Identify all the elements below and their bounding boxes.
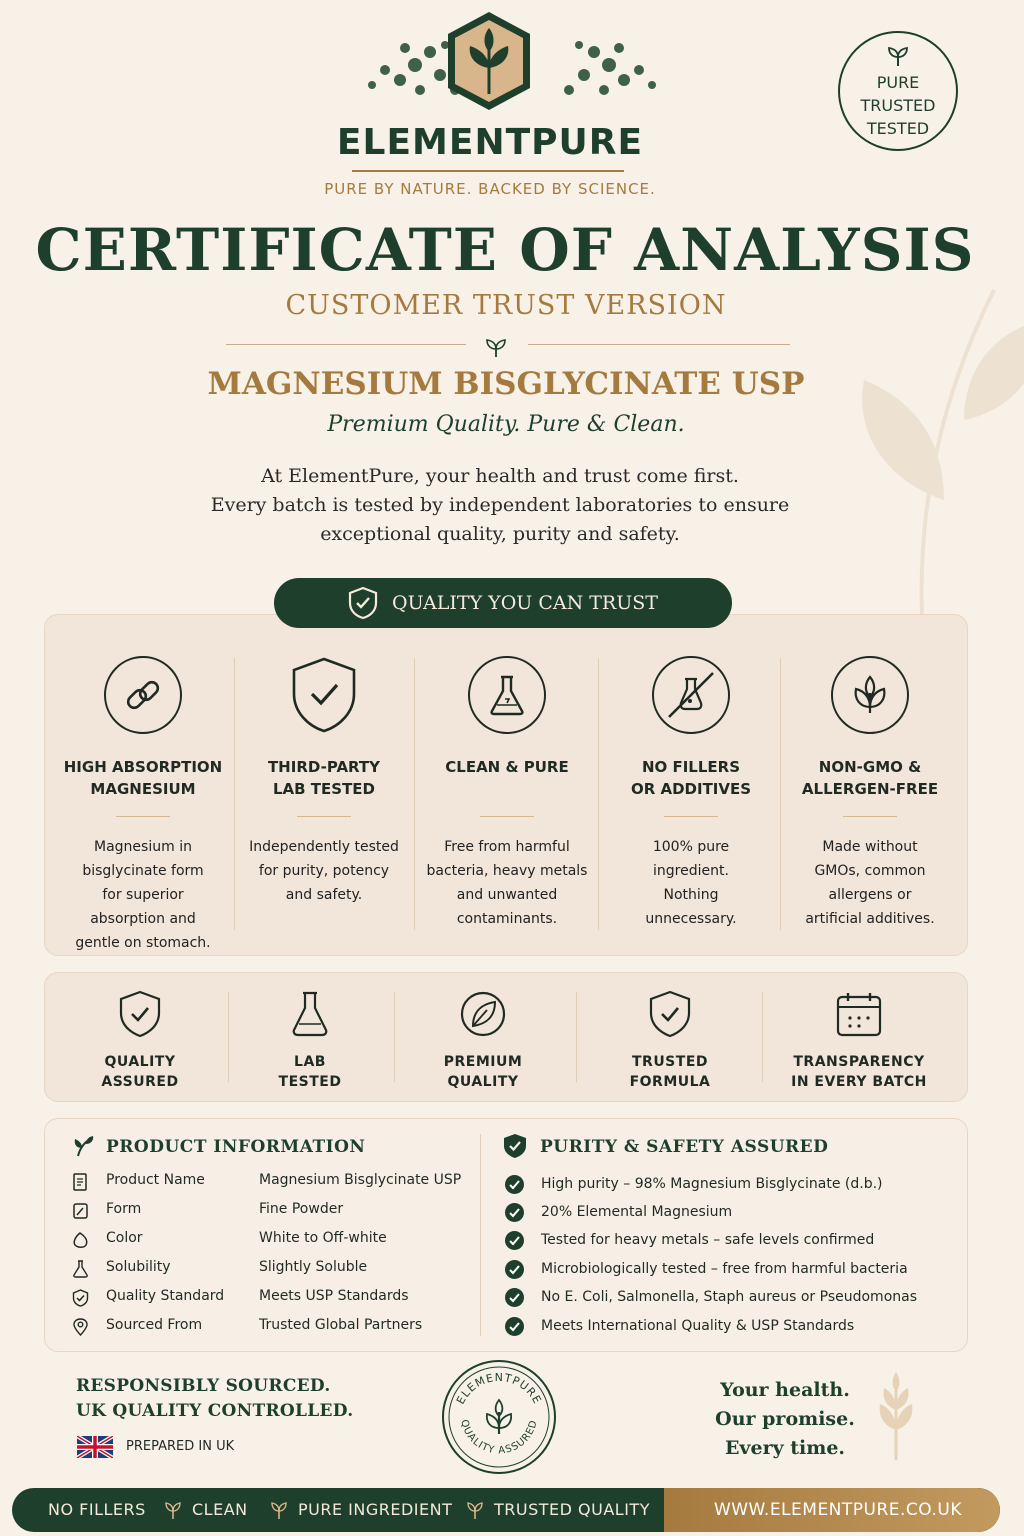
check-circle-icon <box>505 1260 524 1279</box>
info-label: Product Name <box>106 1172 205 1188</box>
svg-text:ELEMENTPURE: ELEMENTPURE <box>453 1370 545 1407</box>
info-row-sourced-from <box>72 1317 472 1341</box>
intro-line-2: Every batch is tested by independent laboratories to ensure <box>210 494 790 516</box>
shield-check-icon <box>648 990 692 1038</box>
wheat-decoration-icon <box>860 1370 932 1462</box>
product-name-heading: MAGNESIUM BISGLYCINATE USP <box>207 366 805 402</box>
responsible-line: UK QUALITY CONTROLLED. <box>76 1401 354 1421</box>
check-circle-icon <box>505 1317 524 1336</box>
no-additives-icon <box>661 665 721 725</box>
intro-line-3: exceptional quality, purity and safety. <box>320 523 680 545</box>
badge-label: TRANSPARENCY <box>793 1054 925 1070</box>
prepared-in-uk: PREPARED IN UK <box>126 1439 235 1454</box>
page-subtitle: CUSTOMER TRUST VERSION <box>285 290 727 321</box>
promise-line: Your health. <box>720 1379 850 1401</box>
sprout-icon <box>164 1500 182 1520</box>
feature-separator <box>414 658 415 930</box>
location-pin-icon <box>72 1318 89 1336</box>
sprout-icon <box>72 1134 96 1158</box>
leaf-circle-icon <box>459 990 507 1038</box>
bottom-item: CLEAN <box>192 1500 248 1519</box>
info-label: Sourced From <box>106 1317 203 1333</box>
feature-clean-pure <box>417 656 597 931</box>
info-row-quality-standard <box>72 1288 472 1312</box>
purity-item-text: High purity – 98% Magnesium Bisglycinate (d.b.) <box>541 1176 883 1192</box>
badge-label: TRUSTED <box>631 1054 708 1070</box>
promise-line: Our promise. <box>715 1408 855 1430</box>
flask-icon <box>290 990 330 1038</box>
feature-title: ALLERGEN-FREE <box>801 780 939 798</box>
feature-title: NO FILLERS <box>641 758 741 776</box>
badge-label: LAB <box>294 1054 326 1070</box>
check-circle-icon <box>505 1231 524 1250</box>
bottom-item: NO FILLERS <box>48 1500 146 1519</box>
info-value: White to Off-white <box>259 1230 387 1246</box>
check-circle-icon <box>505 1175 524 1194</box>
divider-left <box>226 344 466 345</box>
feature-high-absorption <box>53 656 233 955</box>
info-label: Solubility <box>106 1259 171 1275</box>
responsible-line: RESPONSIBLY SOURCED. <box>76 1376 331 1396</box>
feature-title: THIRD-PARTY <box>267 758 381 776</box>
badge-label: QUALITY <box>447 1074 519 1090</box>
sprout-icon <box>270 1500 288 1520</box>
feature-title: CLEAN & PURE <box>445 758 569 776</box>
feature-title: OR ADDITIVES <box>630 780 752 798</box>
badge-transparency <box>769 990 949 1092</box>
leaf-icon <box>848 673 892 717</box>
info-row-form <box>72 1201 472 1225</box>
badge-label: QUALITY <box>104 1054 176 1070</box>
quality-you-can-trust-banner <box>274 578 732 628</box>
shield-check-icon <box>290 656 358 734</box>
intro-line-1: At ElementPure, your health and trust come first. <box>261 465 739 487</box>
uk-flag-icon <box>77 1436 113 1458</box>
check-circle-icon <box>505 1288 524 1307</box>
brand-name: ELEMENTPURE <box>336 122 644 163</box>
badge-quality-assured <box>50 990 230 1092</box>
info-value: Trusted Global Partners <box>259 1317 423 1333</box>
badge-label: TESTED <box>278 1074 342 1090</box>
bottom-bar <box>12 1488 1000 1532</box>
check-circle-icon <box>505 1203 524 1222</box>
purity-item-text: Meets International Quality & USP Standards <box>541 1318 855 1334</box>
flask-icon <box>487 673 527 717</box>
droplet-icon <box>72 1231 89 1249</box>
badge-lab-tested <box>220 990 400 1092</box>
link-icon <box>121 673 165 717</box>
feature-title <box>417 778 597 800</box>
shield-check-icon <box>348 586 378 620</box>
brand-tagline: PURE BY NATURE. BACKED BY SCIENCE. <box>324 180 656 198</box>
pencil-icon <box>72 1202 89 1220</box>
badge-separator <box>576 992 577 1082</box>
info-label: Color <box>106 1230 143 1246</box>
badge-label: FORMULA <box>629 1074 711 1090</box>
info-value: Fine Powder <box>259 1201 344 1217</box>
purity-item-text: No E. Coli, Salmonella, Staph aureus or Pseudomonas <box>541 1289 918 1305</box>
promise-text <box>700 1376 870 1463</box>
stamp-line-1: PURE <box>876 73 920 92</box>
stamp-line-3: TESTED <box>866 119 930 138</box>
product-information-heading: PRODUCT INFORMATION <box>106 1137 366 1157</box>
feature-no-fillers <box>601 656 781 931</box>
sprout-icon <box>886 45 910 67</box>
info-label: Form <box>106 1201 142 1217</box>
sprout-icon <box>466 1500 484 1520</box>
calendar-icon <box>835 990 883 1038</box>
purity-item-text: Tested for heavy metals – safe levels confirmed <box>541 1232 875 1248</box>
responsibly-sourced-text <box>76 1374 353 1424</box>
shield-check-icon <box>72 1289 89 1307</box>
shield-check-icon <box>503 1133 527 1159</box>
svg-text:QUALITY ASSURED: QUALITY ASSURED <box>458 1418 540 1457</box>
info-value: Meets USP Standards <box>259 1288 409 1304</box>
pure-trusted-tested-stamp <box>838 31 958 151</box>
feature-description: Independently tested for purity, potency and safety. <box>249 839 399 903</box>
info-row-product-name <box>72 1172 472 1196</box>
document-icon <box>72 1173 89 1191</box>
intro-text <box>0 462 1000 549</box>
feature-description: Magnesium in bisglycinate form for superior absorption and gentle on stomach. <box>75 839 211 951</box>
badge-separator <box>762 992 763 1082</box>
badge-label: ASSURED <box>101 1074 179 1090</box>
brand-underline <box>352 170 624 172</box>
feature-title: LAB TESTED <box>272 780 376 798</box>
info-separator <box>480 1134 481 1336</box>
feature-description: Free from harmful bacteria, heavy metals and unwanted contaminants. <box>426 839 588 927</box>
shield-check-icon <box>118 990 162 1038</box>
info-value: Slightly Soluble <box>259 1259 368 1275</box>
quality-assured-seal <box>440 1358 558 1476</box>
badge-trusted-formula <box>580 990 760 1092</box>
sprout-divider-icon <box>482 336 510 358</box>
quality-banner-label: QUALITY YOU CAN TRUST <box>392 592 658 614</box>
promise-line: Every time. <box>724 1437 846 1459</box>
feature-title: NON-GMO & <box>818 758 922 776</box>
page-title: CERTIFICATE OF ANALYSIS <box>35 216 975 284</box>
bottom-item: TRUSTED QUALITY <box>494 1500 650 1519</box>
info-label: Quality Standard <box>106 1288 225 1304</box>
badge-label: PREMIUM <box>443 1054 523 1070</box>
badge-label: IN EVERY BATCH <box>791 1074 927 1090</box>
info-row-color <box>72 1230 472 1254</box>
purity-item-text: 20% Elemental Magnesium <box>541 1204 733 1220</box>
feature-separator <box>598 658 599 930</box>
stamp-line-2: TRUSTED <box>860 96 936 115</box>
info-row-solubility <box>72 1259 472 1283</box>
bottom-item: PURE INGREDIENT <box>298 1500 453 1519</box>
product-slogan: Premium Quality. Pure & Clean. <box>327 412 685 437</box>
flask-icon <box>72 1260 89 1278</box>
divider-right <box>528 344 790 345</box>
purity-item-text: Microbiologically tested – free from harmful bacteria <box>541 1261 908 1277</box>
info-value: Magnesium Bisglycinate USP <box>259 1172 462 1188</box>
feature-description: 100% pure ingredient. Nothing unnecessary. <box>645 839 737 927</box>
badge-premium-quality <box>393 990 573 1092</box>
feature-title: HIGH ABSORPTION <box>63 758 223 776</box>
feature-description: Made without GMOs, common allergens or artificial additives. <box>805 839 935 927</box>
feature-title: MAGNESIUM <box>90 780 196 798</box>
website-link[interactable]: WWW.ELEMENTPURE.CO.UK <box>713 1500 962 1520</box>
feature-third-party-tested <box>234 656 414 907</box>
purity-safety-heading: PURITY & SAFETY ASSURED <box>540 1137 829 1157</box>
feature-non-gmo <box>780 656 960 931</box>
